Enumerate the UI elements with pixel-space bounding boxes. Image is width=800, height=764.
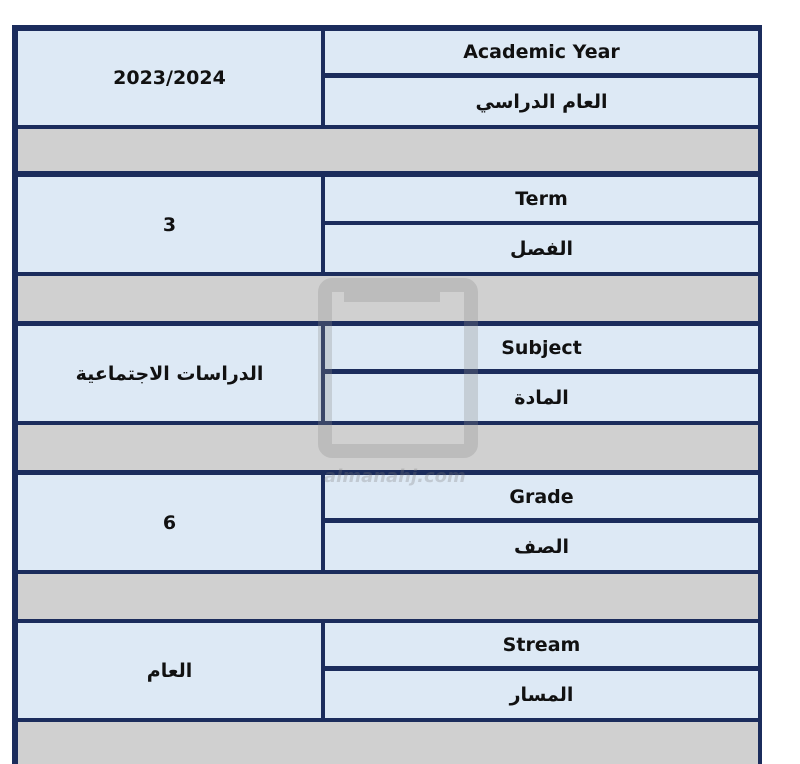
stream-label-ar: المسار (325, 671, 758, 718)
grade-label-ar: الصف (325, 523, 758, 570)
term-label-en: Term (325, 177, 758, 221)
subject-label-ar: المادة (325, 374, 758, 421)
info-table (12, 25, 762, 764)
academic-year-label-en: Academic Year (325, 31, 758, 73)
grade-value: 6 (18, 475, 321, 570)
row-separator (18, 129, 758, 171)
subject-label-en: Subject (325, 326, 758, 369)
academic-year-label-ar: العام الدراسي (325, 78, 758, 125)
stream-value: العام (18, 623, 321, 718)
subject-value: الدراسات الاجتماعية (18, 326, 321, 421)
row-separator (18, 425, 758, 470)
stream-label-en: Stream (325, 623, 758, 666)
row-separator (18, 574, 758, 619)
term-label-ar: الفصل (325, 225, 758, 272)
academic-year-value: 2023/2024 (18, 31, 321, 125)
row-separator (18, 276, 758, 321)
row-separator (18, 722, 758, 764)
watermark-text: almanahj.com (324, 466, 466, 487)
term-value: 3 (18, 177, 321, 272)
grade-label-en: Grade (325, 475, 758, 518)
